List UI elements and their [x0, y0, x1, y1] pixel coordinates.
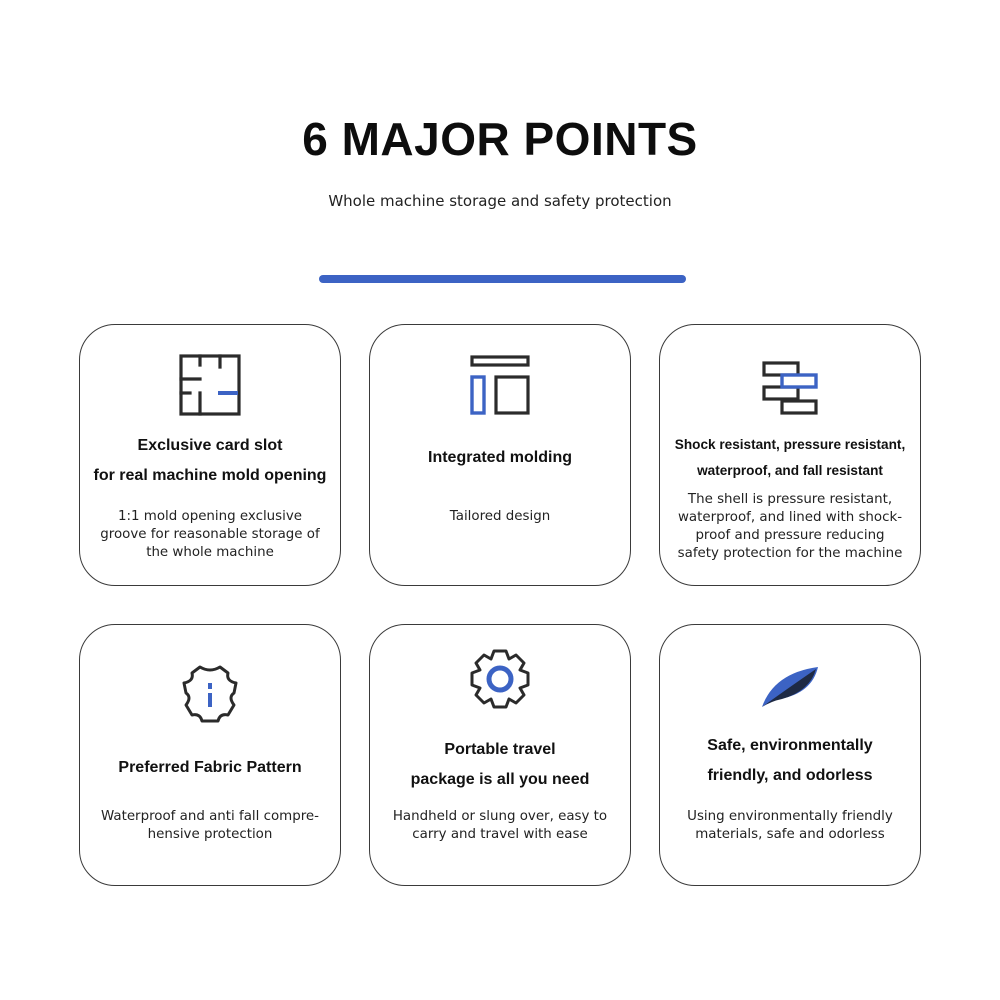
card-desc-line: The shell is pressure resistant, [687, 492, 893, 507]
card-desc-line: Handheld or slung over, easy to [392, 809, 608, 824]
accent-divider [319, 275, 686, 283]
card-slot-icon [178, 353, 242, 417]
card-desc-line: safety protection for the machine [677, 546, 903, 561]
card-desc-line: proof and pressure reducing [695, 528, 885, 543]
card-desc-line: 1:1 mold opening exclusive [117, 509, 303, 524]
card-title-line: Safe, environmentally [707, 737, 873, 754]
card-title-line: Portable travel [444, 741, 556, 758]
feature-card-eco [659, 624, 921, 886]
card-title-line: Shock resistant, pressure resistant, [674, 437, 906, 452]
feature-card-fabric [79, 624, 341, 886]
feature-card-shock-resistant [659, 324, 921, 586]
page-subtitle: Whole machine storage and safety protection [328, 192, 672, 210]
card-title-line: Integrated molding [428, 449, 572, 466]
card-title-line: package is all you need [410, 771, 590, 788]
card-title-line: Exclusive card slot [137, 437, 283, 454]
feature-card-molding [369, 324, 631, 586]
card-title-line: for real machine mold opening [93, 467, 327, 484]
card-title-line: friendly, and odorless [707, 767, 873, 784]
card-desc-line: Waterproof and anti fall compre- [100, 809, 319, 824]
molding-icon [468, 353, 532, 417]
card-desc-line: waterproof, and lined with shock- [677, 510, 903, 525]
feature-card-portable [369, 624, 631, 886]
card-desc-line: Using environmentally friendly [687, 809, 893, 824]
fabric-icon [178, 661, 242, 725]
feature-card-card-slot [79, 324, 341, 586]
card-title-line: waterproof, and fall resistant [697, 463, 883, 478]
leaf-icon [758, 663, 822, 711]
card-desc-line: hensive protection [147, 827, 273, 842]
page-title: 6 MAJOR POINTS [302, 113, 698, 165]
card-title-line: Preferred Fabric Pattern [118, 759, 302, 776]
card-desc-line: the whole machine [146, 545, 274, 560]
card-desc-line: carry and travel with ease [412, 827, 588, 842]
card-desc-line: materials, safe and odorless [695, 827, 885, 842]
bricks-icon [758, 359, 822, 419]
gear-icon [468, 647, 532, 711]
card-desc-line: Tailored design [449, 509, 551, 524]
card-desc-line: groove for reasonable storage of [100, 527, 320, 542]
